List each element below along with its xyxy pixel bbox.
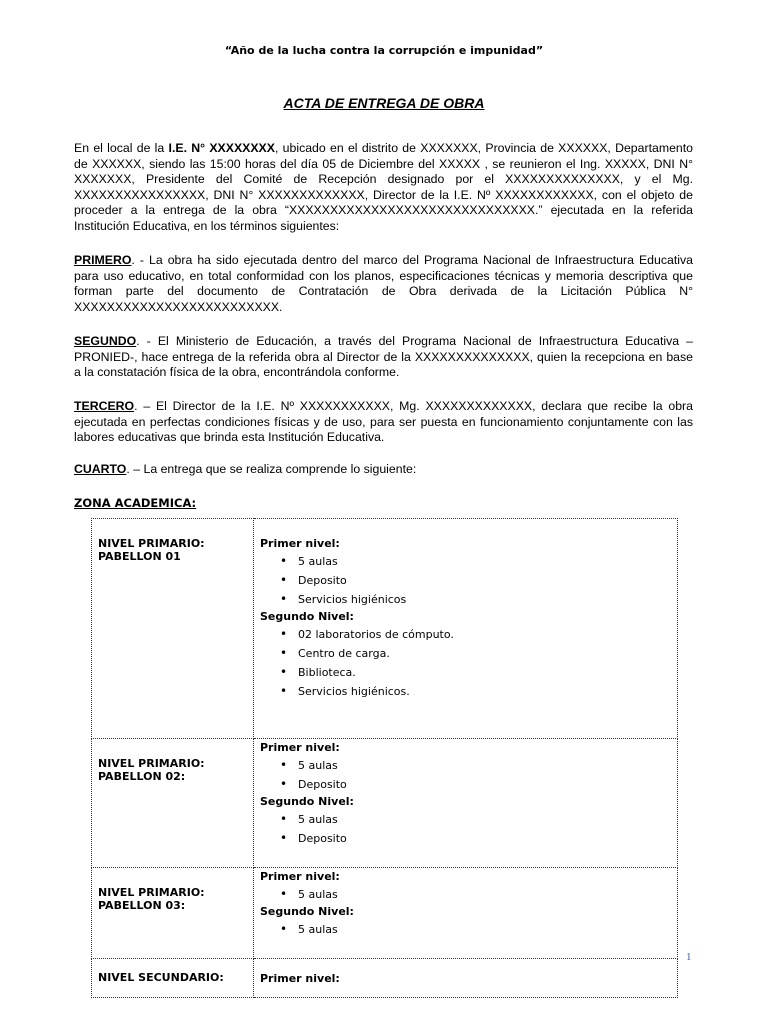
cuarto-text: . – La entrega que se realiza comprende lo siguiente: xyxy=(126,462,417,476)
segundo-text: . - El Ministerio de Educación, a través del Programa Nacional de Infraestructura Educativa – PRONIED-, hace entrega de la referida obra al Director de la XXXXXXXXXXXXXX, quien la recepciona en base a la constatación física de la obra, encontrándola conforme. xyxy=(74,334,693,380)
second-level-list xyxy=(260,625,677,701)
first-level-list xyxy=(260,885,677,904)
row-content-cell xyxy=(254,739,678,868)
intro-paragraph xyxy=(74,141,693,235)
list-item: • 5 aulas xyxy=(298,756,677,775)
list-item: • 5 aulas xyxy=(298,810,677,829)
second-level-label: Segundo Nivel: xyxy=(260,610,354,623)
first-level-label: Primer nivel: xyxy=(260,741,340,754)
intro-ie-number: I.E. N° XXXXXXXX xyxy=(168,141,275,155)
cuarto-paragraph xyxy=(74,462,693,478)
row-label-cell xyxy=(92,739,254,868)
segundo-paragraph xyxy=(74,334,693,381)
row-pabellon-label: PABELLON 01 xyxy=(98,550,181,563)
primero-paragraph xyxy=(74,253,693,315)
document-title-text: ACTA DE ENTREGA DE OBRA xyxy=(283,95,485,111)
list-item: • Deposito xyxy=(298,829,677,848)
second-level-label: Segundo Nivel: xyxy=(260,795,354,808)
table-row xyxy=(92,868,678,959)
list-item: • Deposito xyxy=(298,571,677,590)
row-content-cell xyxy=(254,519,678,739)
intro-text-b: , ubicado en el distrito de XXXXXXX, Provincia de XXXXXX, Departamento de XXXXXX, siendo las 15:00 horas del día 05 de Diciembre del XXXXX , se reunieron el Ing. XXXXX, DNI N° XXXXXXX, Presidente del Comité de Recepción designado por el XXXXXXXXXXXXXX, y el Mg. XXXXXXXXXXXXXXXX, DNI N° XXXXXXXXXXXXX, Director de la I.E. Nº XXXXXXXXXXXX, con el objeto de proceder a la entrega de la obra “XXXXXXXXXXXXXXXXXXXXXXXXXXXXXX.” ejecutada en la referida Institución Educativa, en los términos siguientes: xyxy=(74,141,694,233)
tercero-label: TERCERO xyxy=(74,399,135,413)
primero-text: . - La obra ha sido ejecutada dentro del marco del Programa Nacional de Infraestructura Educativa para uso educativo, en total conformidad con los planos, especificaciones técnicas y memoria descriptiva que forman parte del documento de Contratación de Obra derivada de la Licitación Pública N° XXXXXXXXXXXXXXXXXXXXXXXXX. xyxy=(74,253,693,314)
list-item: • Centro de carga. xyxy=(298,644,677,663)
cuarto-label: CUARTO xyxy=(74,462,127,476)
list-item: • Deposito xyxy=(298,775,677,794)
year-motto: “Año de la lucha contra la corrupción e impunidad” xyxy=(224,44,544,57)
row-content-cell xyxy=(254,959,678,998)
list-item: • Biblioteca. xyxy=(298,663,677,682)
second-level-list xyxy=(260,920,677,939)
first-level-label: Primer nivel: xyxy=(260,537,340,550)
first-level-list xyxy=(260,552,677,609)
document-title xyxy=(0,95,768,111)
row-label-cell xyxy=(92,519,254,739)
zona-academica-heading: ZONA ACADEMICA: xyxy=(74,496,197,510)
row-content-cell xyxy=(254,868,678,959)
list-item: • 5 aulas xyxy=(298,552,677,571)
list-item: • Servicios higiénicos. xyxy=(298,682,677,701)
list-item: • 02 laboratorios de cómputo. xyxy=(298,625,677,644)
row-label-cell xyxy=(92,868,254,959)
segundo-label: SEGUNDO xyxy=(74,334,137,348)
first-level-label: Primer nivel: xyxy=(260,972,340,985)
row-pabellon-label: PABELLON 03: xyxy=(98,899,186,912)
table-row xyxy=(92,959,678,998)
row-level-label: NIVEL PRIMARIO: xyxy=(98,757,205,770)
list-item: • 5 aulas xyxy=(298,920,677,939)
intro-text-a: En el local de la xyxy=(74,141,169,155)
table-row xyxy=(92,739,678,868)
row-pabellon-label: PABELLON 02: xyxy=(98,770,186,783)
table-row xyxy=(92,519,678,739)
row-level-label: NIVEL SECUNDARIO: xyxy=(98,971,224,984)
row-label-cell xyxy=(92,959,254,998)
first-level-label: Primer nivel: xyxy=(260,870,340,883)
row-level-label: NIVEL PRIMARIO: xyxy=(98,886,205,899)
second-level-list xyxy=(260,810,677,848)
delivery-table xyxy=(91,518,678,998)
primero-label: PRIMERO xyxy=(74,253,132,267)
tercero-text: . – El Director de la I.E. Nº XXXXXXXXXXX, Mg. XXXXXXXXXXXXX, declara que recibe la obra ejecutada en perfectas condiciones físicas y de uso, para ser puesta en funcionamiento conjuntamente con las labores educativas que brinda esta Institución Educativa. xyxy=(74,399,693,445)
second-level-label: Segundo Nivel: xyxy=(260,905,354,918)
tercero-paragraph xyxy=(74,399,693,446)
page-number: 1 xyxy=(686,951,692,963)
list-item: • 5 aulas xyxy=(298,885,677,904)
row-level-label: NIVEL PRIMARIO: xyxy=(98,537,205,550)
list-item: • Servicios higiénicos xyxy=(298,590,677,609)
first-level-list xyxy=(260,756,677,794)
